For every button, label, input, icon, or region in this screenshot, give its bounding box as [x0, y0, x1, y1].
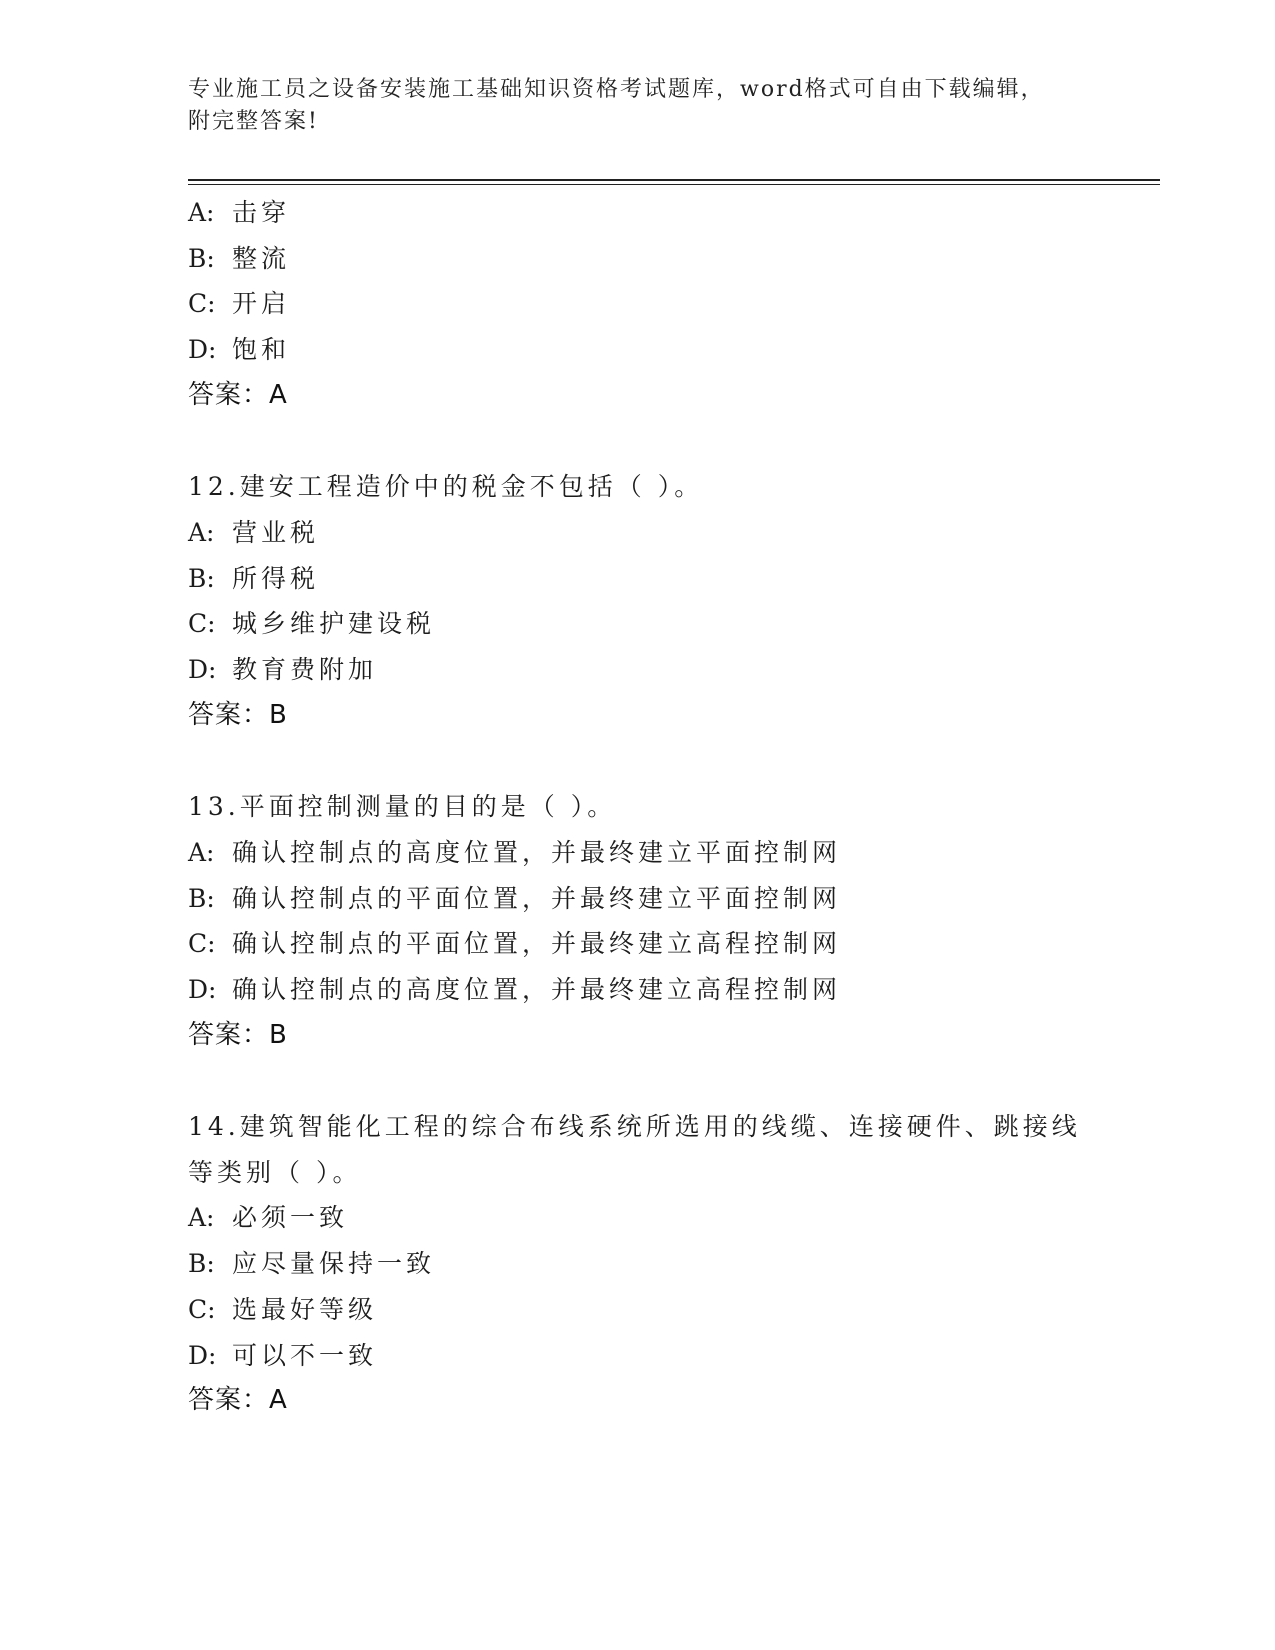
option-d [188, 967, 1128, 1013]
option-key: B: [188, 563, 215, 593]
answer-line: 答案：B [188, 699, 288, 730]
option-key: D: [188, 655, 217, 685]
option-text: 击穿 [232, 198, 291, 227]
option-text: 选最好等级 [232, 1294, 378, 1324]
option-text: 可以不一致 [232, 1340, 378, 1370]
option-b [188, 1241, 1128, 1287]
option-b [188, 236, 1128, 282]
question-text: 13.平面控制测量的目的是（ ）。 [188, 792, 617, 822]
option-text: 应尽量保持一致 [232, 1249, 436, 1279]
question-14 [188, 1104, 1128, 1424]
option-key: B: [188, 1249, 215, 1279]
option-c [188, 1287, 1128, 1333]
answer-line: 答案：B [188, 1019, 288, 1050]
question-text-line-2: 等类别（ ）。 [188, 1157, 362, 1187]
option-key: A: [188, 837, 215, 867]
option-d [188, 327, 1128, 373]
option-text: 必须一致 [232, 1203, 349, 1233]
option-key: C: [188, 289, 216, 319]
option-text: 城乡维护建设税 [232, 609, 436, 639]
header-divider-thin [188, 184, 1160, 185]
option-d [188, 647, 1128, 693]
answer-line: 答案：A [188, 1385, 288, 1416]
question-12 [188, 464, 1128, 738]
option-key: A: [188, 198, 215, 227]
header-line-1: 专业施工员之设备安装施工基础知识资格考试题库，word格式可自由下载编辑， [188, 77, 1045, 102]
option-d [188, 1333, 1128, 1379]
option-key: D: [188, 974, 217, 1004]
option-key: C: [188, 1294, 216, 1324]
option-key: A: [188, 1203, 215, 1233]
spacer [188, 1058, 1128, 1104]
header-line-2: 附完整答案! [188, 109, 319, 134]
option-text: 开启 [232, 289, 291, 319]
option-text: 所得税 [232, 563, 320, 593]
option-key: D: [188, 1340, 217, 1370]
option-a [188, 1195, 1128, 1241]
option-text: 营业税 [232, 517, 320, 547]
option-text: 确认控制点的平面位置，并最终建立平面控制网 [232, 883, 842, 913]
option-key: B: [188, 883, 215, 913]
option-c [188, 601, 1128, 647]
question-text-line-1: 14.建筑智能化工程的综合布线系统所选用的线缆、连接硬件、跳接线 [188, 1112, 1081, 1142]
option-key: B: [188, 243, 215, 273]
question-11 [188, 190, 1128, 419]
option-c [188, 281, 1128, 327]
answer-line: 答案：A [188, 379, 288, 410]
option-text: 整流 [232, 243, 291, 273]
spacer [188, 419, 1128, 465]
question-13 [188, 784, 1128, 1058]
option-a [188, 510, 1128, 556]
header-divider-thick [188, 179, 1160, 181]
option-text: 饱和 [232, 335, 291, 365]
option-a [188, 190, 1128, 236]
option-text: 确认控制点的平面位置，并最终建立高程控制网 [232, 929, 842, 959]
option-key: C: [188, 609, 216, 639]
document-header [188, 74, 1068, 138]
option-c [188, 921, 1128, 967]
option-text: 教育费附加 [232, 655, 378, 685]
option-key: D: [188, 335, 217, 365]
question-text: 12.建安工程造价中的税金不包括（ ）。 [188, 472, 704, 502]
spacer [188, 738, 1128, 784]
option-text: 确认控制点的高度位置，并最终建立平面控制网 [232, 837, 842, 867]
option-key: A: [188, 517, 215, 547]
option-key: C: [188, 929, 216, 959]
option-text: 确认控制点的高度位置，并最终建立高程控制网 [232, 974, 842, 1004]
option-b [188, 876, 1128, 922]
question-list [188, 190, 1128, 1424]
option-b [188, 556, 1128, 602]
option-a [188, 830, 1128, 876]
